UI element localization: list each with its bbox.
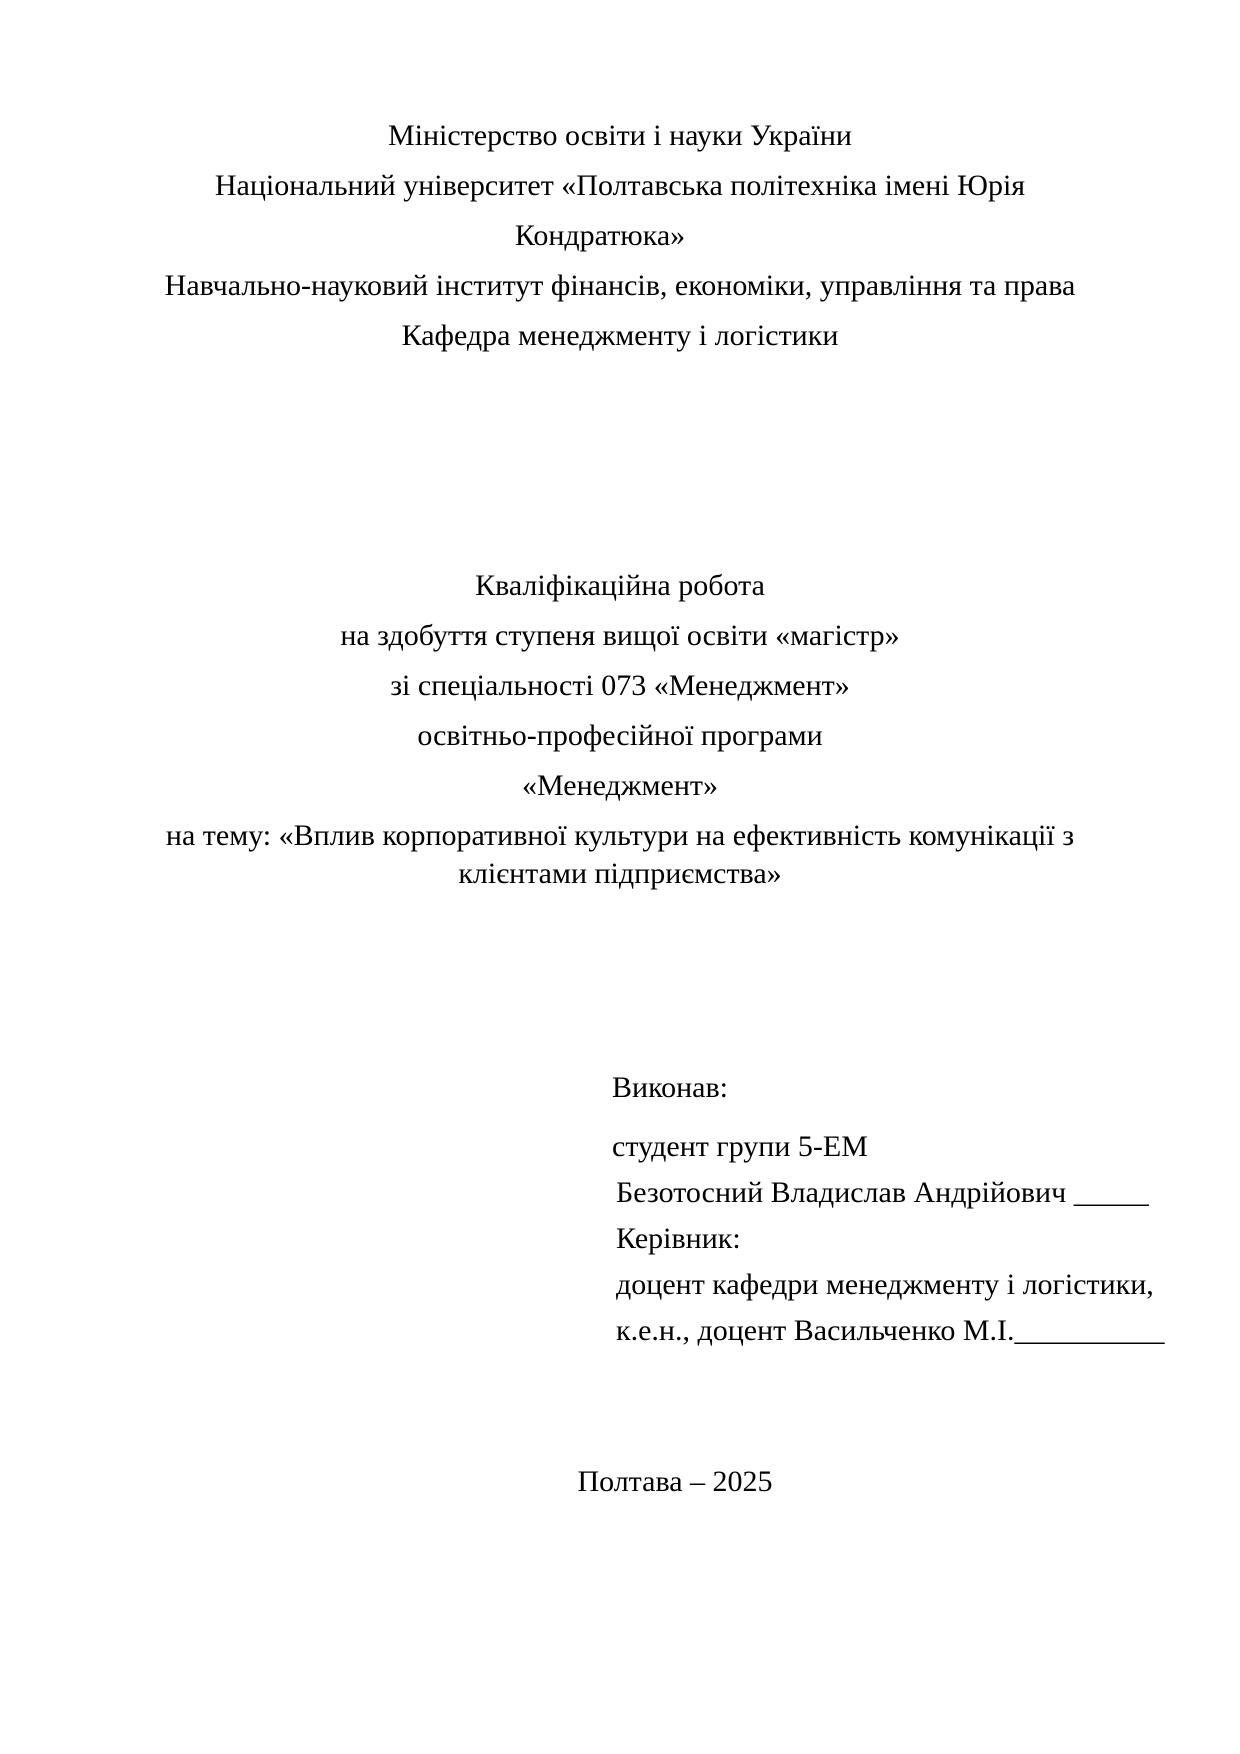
ministry-heading: Міністерство освіти і науки України: [387, 119, 852, 152]
work-type-title: Кваліфікаційна робота: [475, 569, 765, 602]
student-group: студент групи 5-ЕМ: [612, 1130, 868, 1163]
topic-line-2: клієнтами підприємства»: [458, 857, 782, 890]
city-year: Полтава – 2025: [577, 1465, 773, 1498]
university-heading-line1: Національний університет «Полтавська політехніка імені Юрія: [214, 169, 1026, 202]
degree-line: на здобуття ступеня вищої освіти «магістр»: [340, 619, 900, 652]
institute-heading: Навчально-науковий інститут фінансів, економіки, управління та права: [164, 269, 1076, 302]
supervisor-label: Керівник:: [616, 1222, 741, 1255]
topic-line-1: на тему: «Вплив корпоративної культури на ефективність комунікації з: [165, 819, 1075, 852]
supervisor-position: доцент кафедри менеджменту і логістики,: [616, 1268, 1154, 1301]
specialty-line: зі спеціальності 073 «Менеджмент»: [390, 669, 850, 702]
performed-label: Виконав:: [612, 1071, 728, 1104]
program-label-line: освітньо-професійної програми: [417, 719, 823, 752]
supervisor-name: к.е.н., доцент Васильченко М.І.__________: [616, 1314, 1165, 1347]
university-heading-line2: Кондратюка»: [514, 219, 686, 252]
program-name-line: «Менеджмент»: [521, 769, 719, 802]
department-heading: Кафедра менеджменту і логістики: [401, 319, 839, 352]
student-name: Безотосний Владислав Андрійович _____: [616, 1176, 1149, 1209]
